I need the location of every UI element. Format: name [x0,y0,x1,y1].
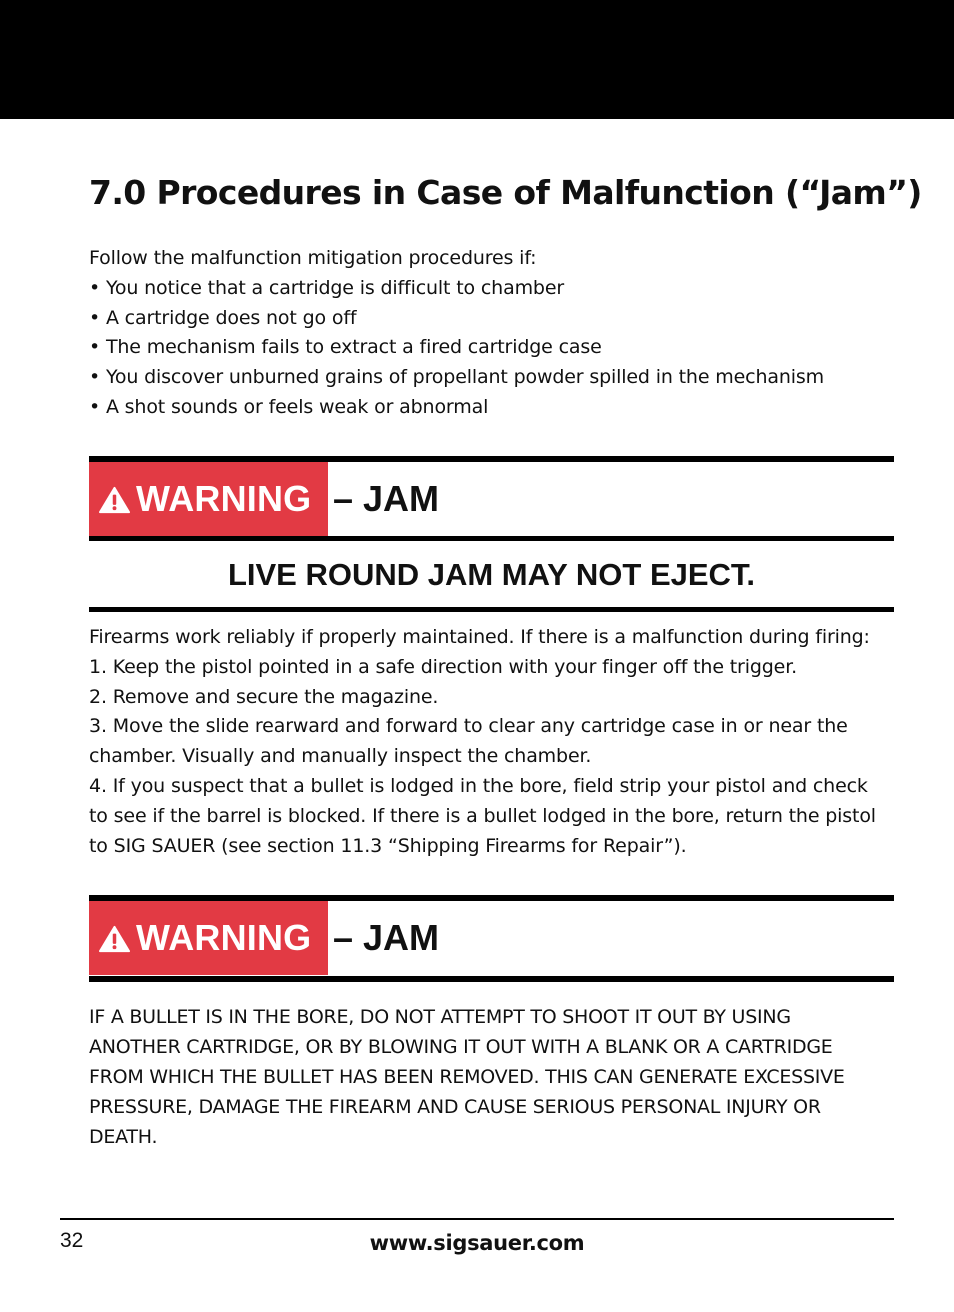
warning-triangle-icon [99,925,130,953]
procedure-step: 3. Move the slide rearward and forward to clear any cartridge case in or near the chamber. Visually and manually inspect the chamber. [89,715,848,768]
warning-body-line: DEATH. [89,1126,158,1148]
warning-body-line: IF A BULLET IS IN THE BORE, DO NOT ATTEMPT TO SHOOT IT OUT BY USING [89,1006,791,1028]
procedure-steps [89,623,889,861]
section-title: 7.0 Procedures in Case of Malfunction (“Jam”) [89,173,922,212]
condition-item: • You discover unburned grains of propellant powder spilled in the mechanism [89,366,824,389]
warning-banner-jam [89,462,894,536]
headline-rule [89,607,894,612]
warning-suffix: – JAM [333,917,440,958]
warning-label: WARNING [136,917,312,958]
warning-banner-jam [89,901,894,975]
procedure-lead: Firearms work reliably if properly maintained. If there is a malfunction during firing: [89,626,870,648]
warning-badge [89,462,328,536]
warning-body [89,1002,889,1152]
procedure-step: 1. Keep the pistol pointed in a safe direction with your finger off the trigger. [89,655,798,678]
warning-bottom-rule [89,536,894,541]
warning-bottom-rule [89,976,894,982]
warning-label: WARNING [136,478,312,519]
intro-block [89,244,889,423]
warning-suffix: – JAM [333,478,440,519]
page-number: 32 [60,1229,84,1252]
intro-text: Follow the malfunction mitigation procedures if: [89,247,537,269]
warning-triangle-icon [99,486,130,514]
footer-rule [60,1218,894,1220]
condition-item: • A cartridge does not go off [89,306,357,329]
condition-item: • The mechanism fails to extract a fired cartridge case [89,336,602,359]
warning-badge [89,901,328,975]
warning-body-line: ANOTHER CARTRIDGE, OR BY BLOWING IT OUT WITH A BLANK OR A CARTRIDGE [89,1036,833,1058]
footer-url: www.sigsauer.com [369,1231,585,1255]
procedure-step: 2. Remove and secure the magazine. [89,685,439,708]
warning-body-line: PRESSURE, DAMAGE THE FIREARM AND CAUSE SERIOUS PERSONAL INJURY OR [89,1096,821,1118]
warning-body-line: FROM WHICH THE BULLET HAS BEEN REMOVED. THIS CAN GENERATE EXCESSIVE [89,1066,845,1088]
top-header-band [0,0,954,119]
condition-item: • A shot sounds or feels weak or abnormal [89,395,489,418]
condition-item: • You notice that a cartridge is difficult to chamber [89,276,565,299]
procedure-step: 4. If you suspect that a bullet is lodged in the bore, field strip your pistol and check to see if the barrel is blocked. If there is a bullet lodged in the bore, return the pistol to SIG SAUER (see section 11.3 “Shipping Firearms for Repair”). [89,774,876,857]
warning-headline: LIVE ROUND JAM MAY NOT EJECT. [227,557,756,592]
